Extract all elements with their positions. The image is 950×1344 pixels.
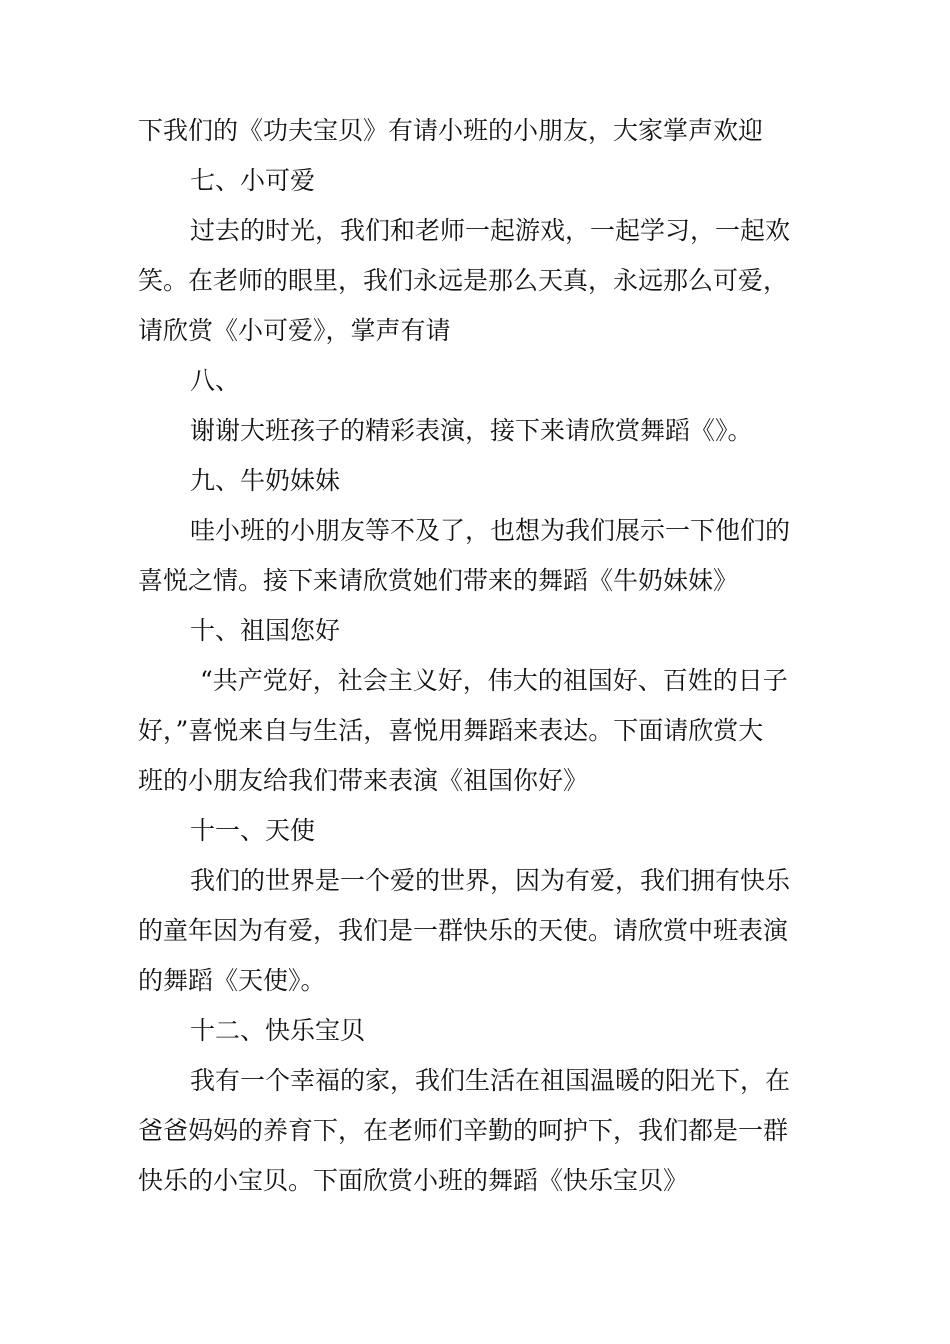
text-line: 下我们的《功夫宝贝》有请小班的小朋友，大家掌声欢迎 [138,116,764,145]
section-heading: 十二、快乐宝贝 [190,1016,366,1045]
text-line: 喜悦之情。接下来请欣赏她们带来的舞蹈《牛奶妹妹》 [138,566,739,595]
document-body [138,106,818,1206]
text-line: 的舞蹈《天使》。 [138,966,326,995]
section-heading: 九、牛奶妹妹 [190,466,341,495]
text-line: 好，”喜悦来自与生活，喜悦用舞蹈来表达。下面请欣赏大 [138,716,764,745]
section-heading: 七、小可爱 [190,166,316,195]
text-line: 我们的世界是一个爱的世界，因为有爱，我们拥有快乐 [190,866,791,895]
text-line: 谢谢大班孩子的精彩表演，接下来请欣赏舞蹈《》。 [190,416,753,445]
text-line: “共产党好，社会主义好，伟大的祖国好、百姓的日子 [200,666,788,695]
section-heading: 八、 [190,366,241,395]
section-heading: 十、祖国您好 [190,616,341,645]
text-line: 快乐的小宝贝。下面欣赏小班的舞蹈《快乐宝贝》 [138,1166,689,1195]
text-line: 的童年因为有爱，我们是一群快乐的天使。请欣赏中班表演 [138,916,789,945]
text-line: 请欣赏《小可爱》，掌声有请 [138,316,451,345]
text-line: 过去的时光，我们和老师一起游戏，一起学习，一起欢 [190,216,791,245]
text-line: 我有一个幸福的家，我们生活在祖国温暖的阳光下，在 [190,1066,791,1095]
text-line: 哇小班的小朋友等不及了，也想为我们展示一下他们的 [190,516,791,545]
text-line: 爸爸妈妈的养育下，在老师们辛勤的呵护下，我们都是一群 [138,1116,789,1145]
text-line: 班的小朋友给我们带来表演《祖国你好》 [138,766,589,795]
section-heading: 十一、天使 [190,816,316,845]
text-line: 笑。在老师的眼里，我们永远是那么天真，永远那么可爱， [138,266,789,295]
